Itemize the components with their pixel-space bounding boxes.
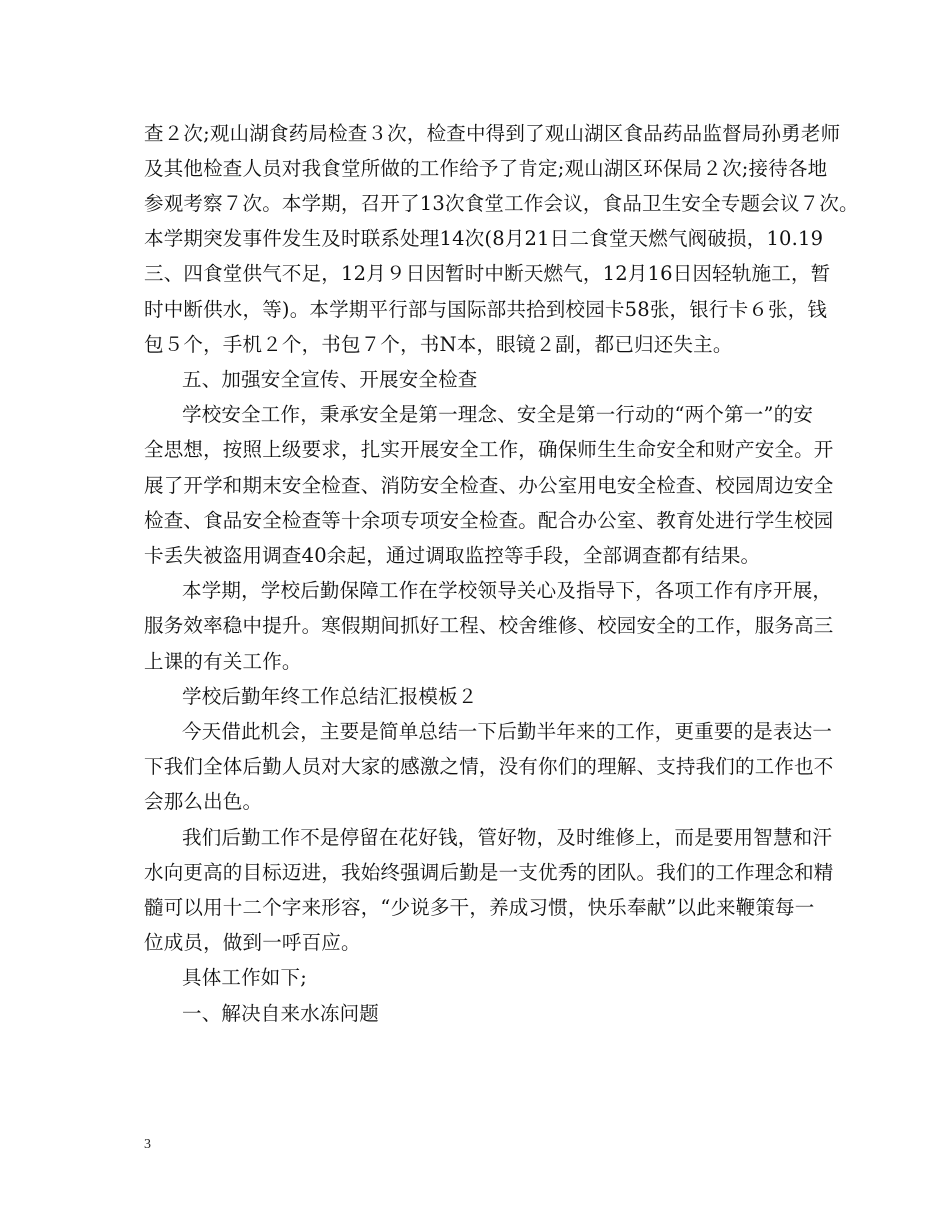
body-text-line: 展了开学和期末安全检查、消防安全检查、办公室用电安全检查、校园周边安全 [144, 474, 834, 497]
body-text-line: 具体工作如下; [182, 966, 307, 989]
body-text-line: 卡丢失被盗用调查40余起，通过调取监控等手段，全部调查都有结果。 [144, 544, 761, 567]
section-heading: 一、解决自来水冻问题 [182, 1002, 380, 1025]
page-number: 3 [144, 1137, 151, 1152]
body-text-line: 下我们全体后勤人员对大家的感激之情，没有你们的理解、支持我们的工作也不 [144, 755, 834, 778]
section-heading: 学校后勤年终工作总结汇报模板２ [182, 685, 478, 708]
section-heading: 五、加强安全宣传、开展安全检查 [182, 368, 478, 391]
body-text-line: 本学期，学校后勤保障工作在学校领导关心及指导下，各项工作有序开展， [182, 579, 833, 602]
body-text-line: 我们后勤工作不是停留在花好钱，管好物，及时维修上，而是要用智慧和汗 [182, 826, 833, 849]
body-text-line: 全思想，按照上级要求，扎实开展安全工作，确保师生生命安全和财产安全。开 [144, 438, 834, 461]
body-text-line: 服务效率稳中提升。寒假期间抓好工程、校舍维修、校园安全的工作，服务高三 [144, 614, 834, 637]
body-text-line: 本学期突发事件发生及时联系处理14次(8月21日二食堂天燃气阀破损，10.19 [144, 227, 824, 250]
body-text-line: 三、四食堂供气不足，12月９日因暂时中断天燃气，12月16日因轻轨施工，暂 [144, 262, 831, 285]
body-text-line: 上课的有关工作。 [144, 650, 302, 673]
body-text-line: 参观考察７次。本学期，召开了13次食堂工作会议，食品卫生安全专题会议７次。 [144, 192, 859, 215]
body-text-line: 会那么出色。 [144, 790, 263, 813]
body-text-line: 位成员，做到一呼百应。 [144, 931, 361, 954]
body-text-line: 水向更高的目标迈进，我始终强调后勤是一支优秀的团队。我们的工作理念和精 [144, 861, 834, 884]
body-text-line: 检查、食品安全检查等十余项专项安全检查。配合办公室、教育处进行学生校园 [144, 509, 834, 532]
body-text-line: 及其他检查人员对我食堂所做的工作给予了肯定;观山湖区环保局２次;接待各地 [144, 157, 828, 180]
body-text-line: 查２次;观山湖食药局检查３次，检查中得到了观山湖区食品药品监督局孙勇老师 [144, 122, 841, 145]
body-text-line: 学校安全工作，秉承安全是第一理念、安全是第一行动的“两个第一”的安 [182, 403, 814, 426]
body-text-line: 今天借此机会，主要是简单总结一下后勤半年来的工作，更重要的是表达一 [182, 720, 833, 743]
body-text-line: 时中断供水，等)。本学期平行部与国际部共拾到校园卡58张，银行卡６张，钱 [144, 298, 828, 321]
body-text-line: 髓可以用十二个字来形容，“少说多干，养成习惯，快乐奉献”以此来鞭策每一 [144, 896, 815, 919]
body-text-line: 包５个，手机２个，书包７个，书N本，眼镜２副，都已归还失主。 [144, 333, 733, 356]
